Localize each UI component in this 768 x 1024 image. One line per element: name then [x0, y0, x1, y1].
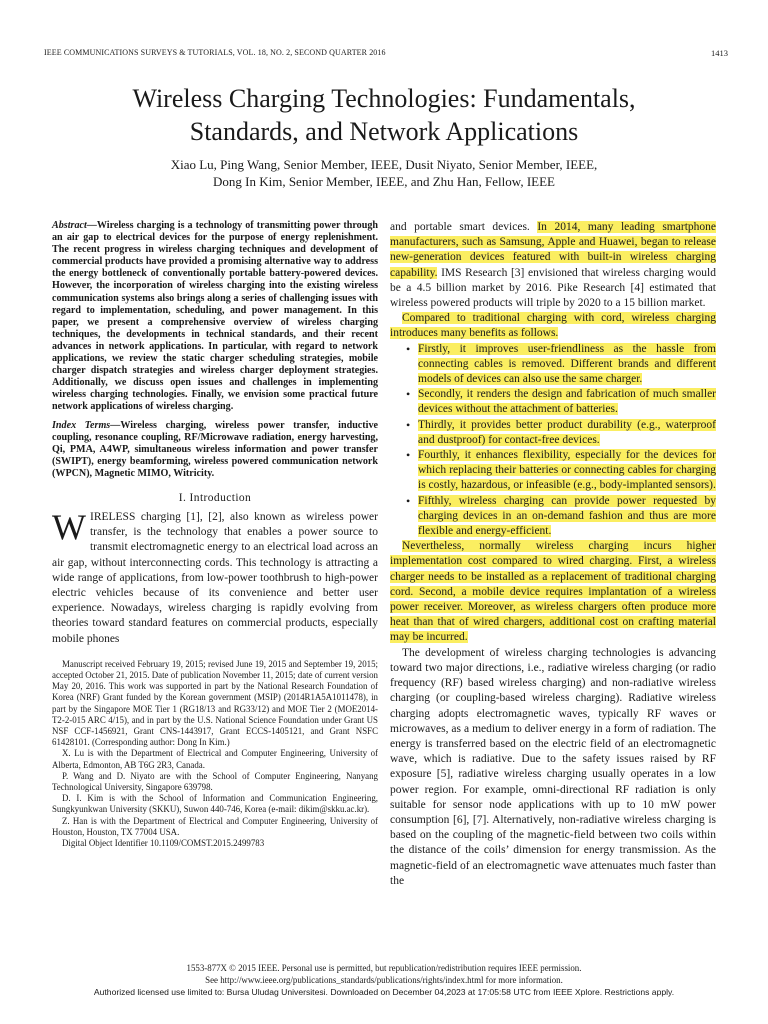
list-item-text: Thirdly, it provides better product durability (e.g., waterproof and dustproof) for contact-free devices.	[418, 418, 716, 446]
footnotes	[52, 659, 378, 849]
drop-cap: W	[52, 506, 86, 547]
paragraph-cost	[390, 539, 716, 645]
list-item	[406, 341, 716, 388]
abstract-text: Wireless charging is a technology of transmitting power through an air gap to electrical devices for the purpose of energy replenishment. The recent progress in wireless charging techniques and development of commercial products have provided a promising alternative way to address the energy bottleneck of conventionally portable battery-powered devices. However, the incorporation of wireless charging into the existing wireless communication systems also brings along a series of challenging issues with regard to implementation, scheduling, and power management. In this paper, we present a comprehensive overview of wireless charging techniques, the developments in technical standards, and their recent advances in network applications. In particular, with regard to network applications, we review the static charger scheduling strategies, mobile charger dispatch strategies and wireless charger deployment strategies. Additionally, we discuss open issues and challenges in implementing wireless charging technologies. Finally, we envision some practical future network applications of wireless charging.	[52, 220, 378, 413]
footnote-affiliation-lu: X. Lu is with the Department of Electrical and Computer Engineering, University of Alberta, Edmonton, AB T6G 2R3, Canada.	[52, 748, 378, 770]
list-item	[406, 448, 716, 494]
paper-title	[30, 82, 738, 148]
paragraph-market-end: IMS Research [3] envisioned that wireless charging would be a 4.5 billion market by 2016. Pike Research [4] estimated that wireless powered products will triple by 2020 to a 15 billion market.	[390, 266, 716, 310]
authors-line-2: Dong In Kim, Senior Member, IEEE, and Zhu Han, Fellow, IEEE	[213, 174, 555, 189]
journal-header: IEEE COMMUNICATIONS SURVEYS & TUTORIALS, VOL. 18, NO. 2, SECOND QUARTER 2016	[44, 48, 386, 57]
right-column	[390, 220, 716, 889]
page-number: 1413	[711, 48, 728, 58]
list-item-text: Secondly, it renders the design and fabrication of much smaller devices without the attachment of batteries.	[418, 388, 716, 416]
bullet-icon: •	[406, 387, 411, 402]
list-item	[406, 417, 716, 448]
introduction-paragraph	[52, 506, 378, 647]
footnote-affiliation-han: Z. Han is with the Department of Electrical and Computer Engineering, University of Houston, Houston, TX 77004 USA.	[52, 815, 378, 837]
license-notice: Authorized licensed use limited to: Bursa Uludag Universitesi. Downloaded on December 04,2023 at 17:05:58 UTC from IEEE Xplore. Restrictions apply.	[93, 987, 675, 997]
footnote-affiliation-wang-niyato: P. Wang and D. Niyato are with the School of Computer Engineering, Nanyang Technological University, Singapore 639798.	[52, 770, 378, 793]
abstract-lead: Abstract—	[52, 220, 97, 231]
list-item-text: Fifthly, wireless charging can provide power requested by charging devices in an on-demand fashion and thus are more flexible and energy-efficient.	[418, 494, 716, 538]
index-terms-text: Wireless charging, wireless power transfer, inductive coupling, resonance coupling, RF/Microwave radiation, energy harvesting, Qi, PMA, A4WP, simultaneous wireless information and power transfer (SWIPT), energy beamforming, wireless powered communication network (WPCN), Magnetic MIMO, Witricity.	[52, 419, 378, 479]
list-item-text: Fourthly, it enhances flexibility, especially for the devices for which replacing their batteries or connecting cables for charging is costly, hazardous, or infeasible (e.g., body-implanted sensors).	[418, 449, 716, 492]
benefits-list	[406, 341, 716, 540]
author-list	[30, 156, 738, 190]
copyright-notice: 1553-877X © 2015 IEEE. Personal use is permitted, but republication/redistribution requires IEEE permission.	[186, 963, 582, 973]
paragraph-market	[390, 220, 716, 311]
authors-line-1: Xiao Lu, Ping Wang, Senior Member, IEEE, Dusit Niyato, Senior Member, IEEE,	[170, 157, 598, 172]
list-item-text: Firstly, it improves user-friendliness as the hassle from connecting cables is removed. Different brands and different models of devices can also use the same charger.	[418, 342, 716, 386]
bullet-icon: •	[406, 341, 411, 356]
footnote-manuscript: Manuscript received February 19, 2015; revised June 19, 2015 and September 19, 2015; accepted October 21, 2015. Date of publication November 11, 2015; date of current version May 20, 2016. This work was supported in part by the National Research Foundation of Korea (NRF) Grant funded by the Korean government (MSIP) (2014R1A5A1011478), in part by the Singapore MOE Tier 1 (RG18/13 and RG33/12) and MOE Tier 2 (MOE2014-T2-2-015 ARC 4/15), and in part by the U.S. National Science Foundation under Grant US NSF CCF-1456921, Grant CNS-1443917, Grant ECCS-1405121, and Grant NSFC 61428101. (Corresponding author: Dong In Kim.)	[52, 658, 378, 748]
abstract	[52, 220, 378, 414]
bullet-icon: •	[406, 417, 411, 432]
index-terms	[52, 420, 378, 480]
title-line-1: Wireless Charging Technologies: Fundamentals,	[132, 84, 636, 113]
list-item	[406, 387, 716, 417]
footnote-affiliation-kim: D. I. Kim is with the School of Information and Communication Engineering, Sungkyunkwan University (SKKU), Suwon 440-746, Korea (e-mail: dikim@skku.ac.kr).	[52, 793, 378, 815]
bullet-icon: •	[406, 493, 411, 508]
highlighted-text-smartphones: In 2014, many leading smartphone manufacturers, such as Samsung, Apple and Huawei, began to release new-generation devices featured with built-in wireless charging capability.	[390, 221, 716, 279]
index-terms-lead: Index Terms—	[52, 419, 121, 431]
title-line-2: Standards, and Network Applications	[189, 117, 579, 146]
highlighted-text-cost: Nevertheless, normally wireless charging incurs higher implementation cost compared to wired charging. First, a wireless charger needs to be installed as a replacement of traditional charging cord. Second, a mobile device requires implantation of a wireless power receiver. Moreover, as wireless chargers often produce more heat than that of wired chargers, additional cost on crafting material may be incurred.	[390, 540, 716, 644]
bullet-icon: •	[406, 448, 411, 463]
paragraph-benefits-intro	[390, 311, 716, 341]
page-footer	[0, 962, 768, 998]
rights-link: See http://www.ieee.org/publications_standards/publications/rights/index.html for more information.	[205, 975, 563, 985]
introduction-text: IRELESS charging [1], [2], also known as wireless power transfer, is the technology that enables a power source to transmit electromagnetic energy to an electrical load across an air gap, without interconnecting cords. This technology is attracting a wide range of applications, from low-power toothbrush to high-power electric vehicles because of its convenience and better user experience. Nowadays, wireless charging is rapidly evolving from theories toward standard features on commercial products, especially mobile phones	[52, 510, 378, 645]
left-column	[52, 220, 378, 849]
footnote-doi: Digital Object Identifier 10.1109/COMST.2015.2499783	[62, 838, 265, 849]
paragraph-directions: The development of wireless charging technologies is advancing toward two major directions, i.e., radiative wireless charging (or radio frequency (RF) based wireless charging) and non-radiative wireless charging (or coupling-based wireless charging). Radiative wireless charging adopts electromagnetic waves, typically RF waves or microwaves, as a medium to deliver energy in a form of radiation. The energy is transferred based on the electric field of an electromagnetic wave, which is radiative. Due to the safety issues raised by RF exposure [5], radiative wireless charging usually operates in a low power region. For example, omni-directional RF radiation is only suitable for sensor node applications with up to 10 mW power consumption [6], [7]. Alternatively, non-radiative wireless charging is based on the coupling of the magnetic-field between two coils within the distance of the coils’ dimension for energy transmission. As the magnetic-field of an electromagnetic wave attenuates much faster than the	[390, 646, 716, 887]
list-item	[406, 493, 716, 540]
highlighted-text-benefits: Compared to traditional charging with cord, wireless charging introduces many benefits as follows.	[390, 312, 716, 340]
paragraph-market-start: and portable smart devices.	[390, 221, 538, 233]
section-heading-introduction: I. Introduction	[178, 491, 252, 504]
running-header	[44, 48, 728, 60]
